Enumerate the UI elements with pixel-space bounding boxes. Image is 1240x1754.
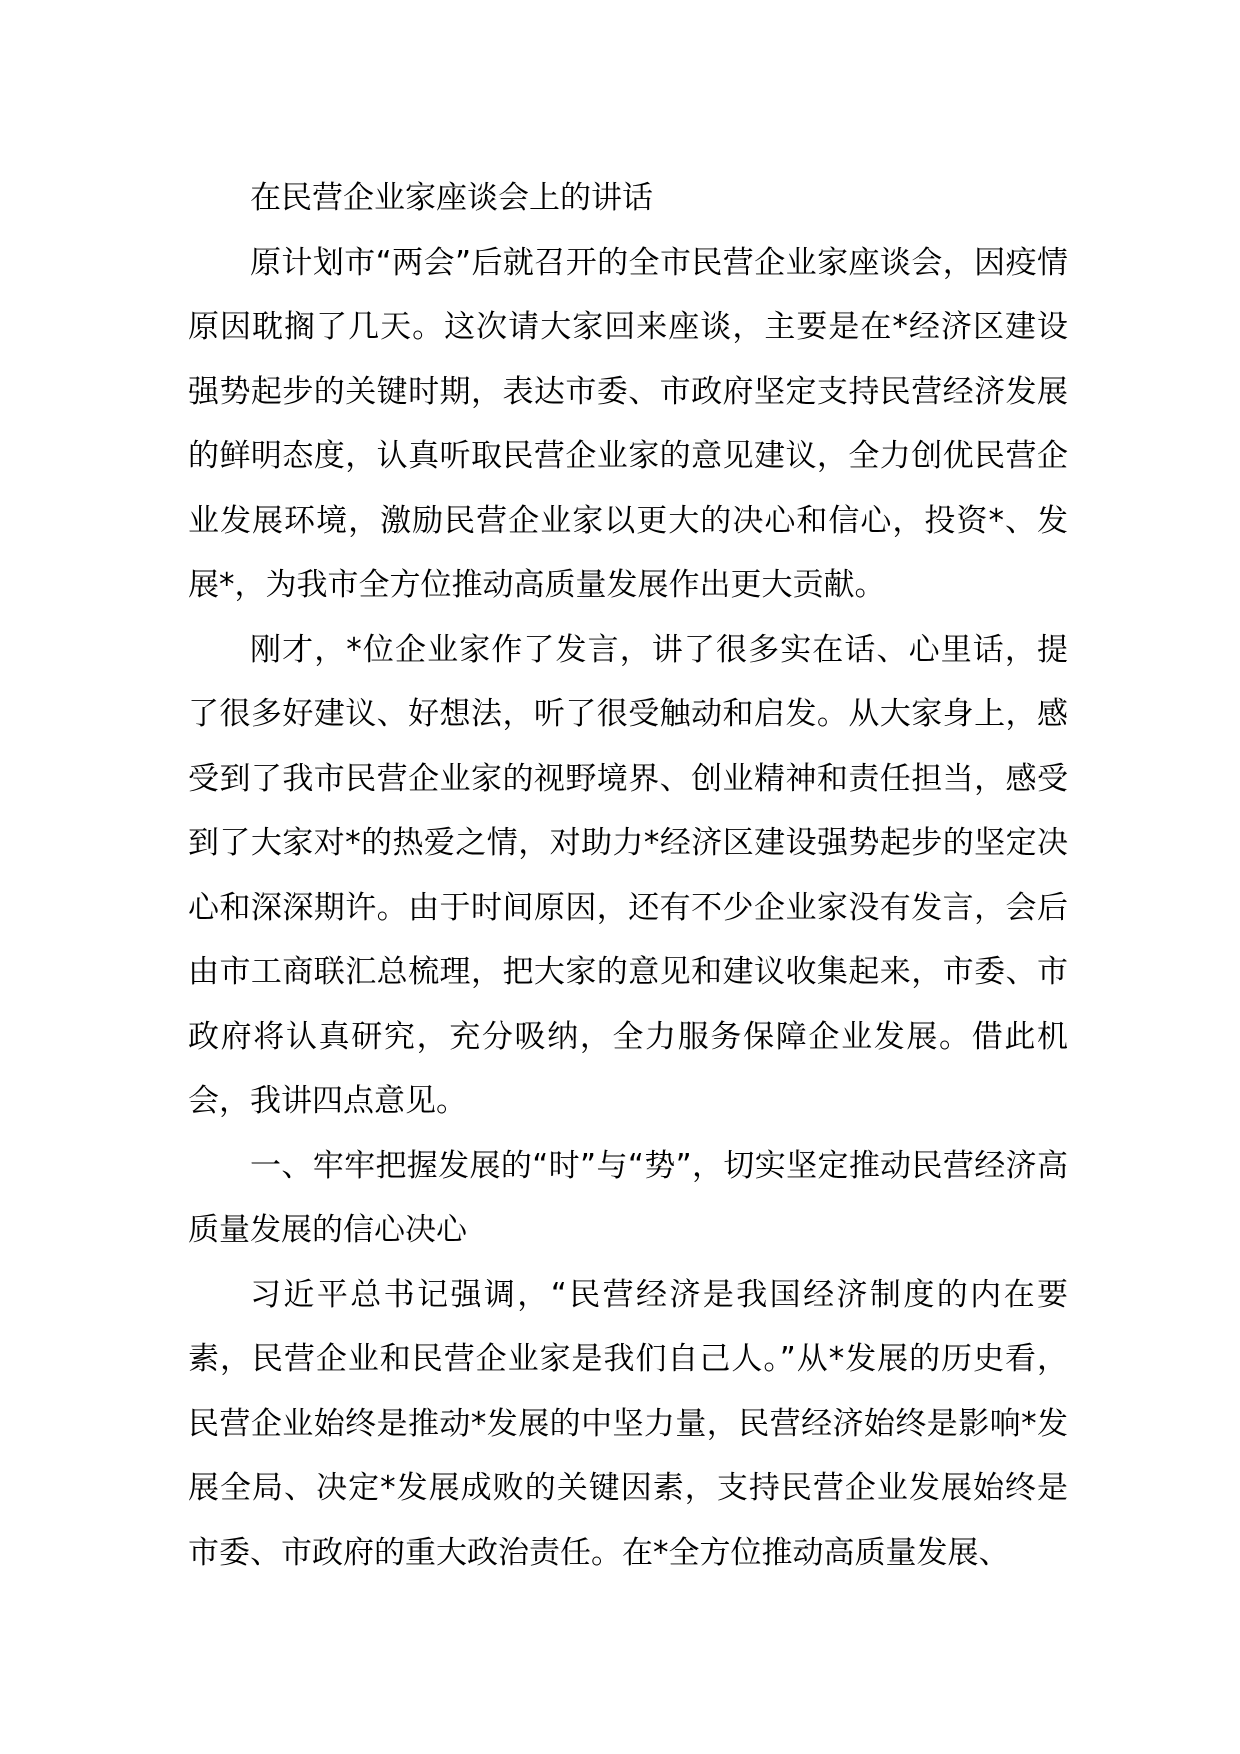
paragraph-2: 刚才，*位企业家作了发言，讲了很多实在话、心里话，提了很多好建议、好想法，听了很受触动和启发。从大家身上，感受到了我市民营企业家的视野境界、创业精神和责任担当，感受到了大家对*的热爱之情，对助力*经济区建设强势起步的坚定决心和深深期许。由于时间原因，还有不少企业家没有发言，会后由市工商联汇总梳理，把大家的意见和建议收集起来，市委、市政府将认真研究，充分吸纳，全力服务保障企业发展。借此机会，我讲四点意见。	[188, 631, 1068, 1119]
paragraph-1: 原计划市“两会”后就召开的全市民营企业家座谈会，因疫情原因耽搁了几天。这次请大家回来座谈，主要是在*经济区建设强势起步的关键时期，表达市委、市政府坚定支持民营经济发展的鲜明态度，认真听取民营企业家的意见建议，全力创优民营企业发展环境，激励民营企业家以更大的决心和信心，投资*、发展*，为我市全方位推动高质量发展作出更大贡献。	[188, 244, 1068, 603]
document-body	[188, 166, 1068, 1585]
section-heading-1: 一、牢牢把握发展的“时”与“势”，切实坚定推动民营经济高质量发展的信心决心	[188, 1147, 1068, 1248]
paragraph-3: 习近平总书记强调，“民营经济是我国经济制度的内在要素，民营企业和民营企业家是我们自己人。”从*发展的历史看，民营企业始终是推动*发展的中坚力量，民营经济始终是影响*发展全局、决定*发展成败的关键因素，支持民营企业发展始终是市委、市政府的重大政治责任。在*全方位推动高质量发展、	[188, 1276, 1068, 1571]
document-title: 在民营企业家座谈会上的讲话	[250, 180, 653, 216]
